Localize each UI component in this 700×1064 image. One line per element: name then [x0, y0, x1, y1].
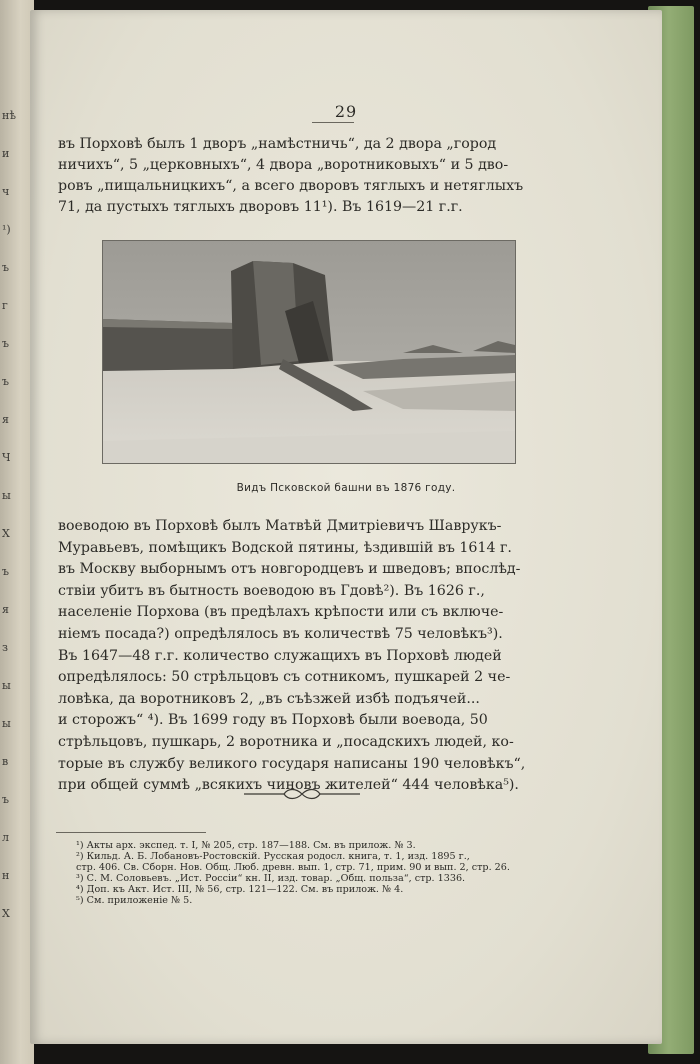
page-number-rule [312, 122, 354, 123]
footnotes [76, 840, 576, 906]
photo-pskov-tower [102, 240, 516, 464]
text-line: въ Порховѣ былъ 1 дворъ „намѣстничь“, да 2 двора „город [58, 136, 497, 152]
text-line: при общей суммѣ „всякихъ чиновъ жителей“ 444 человѣка⁵). [58, 777, 519, 794]
facing-page-fragment: ч [2, 185, 10, 198]
facing-page-fragment: Х [2, 907, 10, 920]
page-number: 29 [334, 102, 358, 121]
facing-page-fragment: и [2, 147, 10, 160]
facing-page-fragment: Ч [2, 451, 11, 464]
facing-page-fragment: я [2, 603, 9, 616]
facing-page-fragment: н [2, 869, 10, 882]
footnote-line: ³) С. М. Соловьевъ. „Ист. Россіи“ кн. II, изд. товар. „Общ. польза“, стр. 1336. [76, 873, 466, 884]
text-line: ловѣка, да воротниковъ 2, „въ съѣзжей избѣ подъячей... [58, 690, 480, 707]
facing-page-fragment: ы [2, 489, 11, 502]
footnote-line: ⁵) См. приложеніе № 5. [76, 895, 193, 906]
facing-page-edge [0, 0, 34, 1064]
text-line: воеводою въ Порховѣ былъ Матвѣй Дмитріевичъ Шаврукъ- [58, 518, 502, 534]
footnote-line: ¹) Акты арх. экспед. т. I, № 205, стр. 187—188. См. въ прилож. № 3. [76, 840, 416, 851]
facing-page-fragment: ъ [2, 793, 9, 806]
facing-page-fragment: ъ [2, 375, 9, 388]
text-line: 71, да пустыхъ тяглыхъ дворовъ 11¹). Въ 1619—21 г.г. [58, 199, 463, 215]
footnote-line: ²) Кильд. А. Б. Лобановъ-Ростовскій. Русская родосл. книга, т. 1, изд. 1895 г., [76, 851, 470, 862]
text-line: и сторожъ“ ⁴). Въ 1699 году въ Порховѣ были воевода, 50 [58, 712, 488, 729]
text-line: ничихъ“, 5 „церковныхъ“, 4 двора „воротниковыхъ“ и 5 дво- [58, 157, 509, 173]
facing-page-fragment: з [2, 641, 8, 654]
facing-page-fragment: Х [2, 527, 10, 540]
text-line: ровъ „пищальницкихъ“, а всего дворовъ тяглыхъ и нетяглыхъ [58, 178, 524, 194]
paragraph-top [58, 134, 588, 218]
text-line: ніемъ посада?) опредѣлялось въ количествѣ 75 человѣкъ³). [58, 625, 503, 642]
facing-page-fragment: нѣ [2, 109, 16, 122]
facing-page-fragment: в [2, 755, 9, 768]
footnote-line: стр. 406. Св. Сборн. Нов. Общ. Люб. древн. вып. 1, стр. 71, прим. 90 и вып. 2, стр. 26. [76, 862, 510, 873]
facing-page-fragment: ъ [2, 565, 9, 578]
facing-page-fragment: г [2, 299, 8, 312]
facing-page-fragment: ъ [2, 337, 9, 350]
facing-page-fragment: я [2, 413, 9, 426]
text-line: опредѣлялось: 50 стрѣльцовъ съ сотникомъ, пушкарей 2 че- [58, 669, 511, 686]
footnote-line: ⁴) Доп. къ Акт. Ист. III, № 56, стр. 121—122. См. въ прилож. № 4. [76, 884, 404, 895]
footnote-rule [56, 832, 206, 833]
text-line: стрѣльцовъ, пушкарь, 2 воротника и „посадскихъ людей, ко- [58, 733, 514, 750]
facing-page-fragment: л [2, 831, 9, 844]
facing-page-fragment: ы [2, 679, 11, 692]
text-line: Муравьевъ, помѣщикъ Водской пятины, ѣздившій въ 1614 г. [58, 539, 512, 556]
book-page [30, 10, 662, 1044]
text-line: ствіи убитъ въ бытность воеводою въ Гдовѣ²). Въ 1626 г., [58, 582, 485, 599]
facing-page-fragment: ¹) [2, 223, 11, 236]
ornament-divider [244, 786, 360, 802]
paragraph-bottom [58, 516, 588, 797]
text-line: торые въ службу великого государя написаны 190 человѣкъ“, [58, 755, 526, 772]
text-line: населеніе Порхова (въ предѣлахъ крѣпости или съ включе- [58, 604, 504, 621]
facing-page-fragment: ъ [2, 261, 9, 274]
text-line: въ Москву выборнымъ отъ новгородцевъ и шведовъ; впослѣд- [58, 561, 521, 578]
facing-page-fragment: ы [2, 717, 11, 730]
photo-caption: Видъ Псковской башни въ 1876 году. [236, 482, 456, 494]
text-line: Въ 1647—48 г.г. количество служащихъ въ Порховѣ людей [58, 647, 502, 664]
